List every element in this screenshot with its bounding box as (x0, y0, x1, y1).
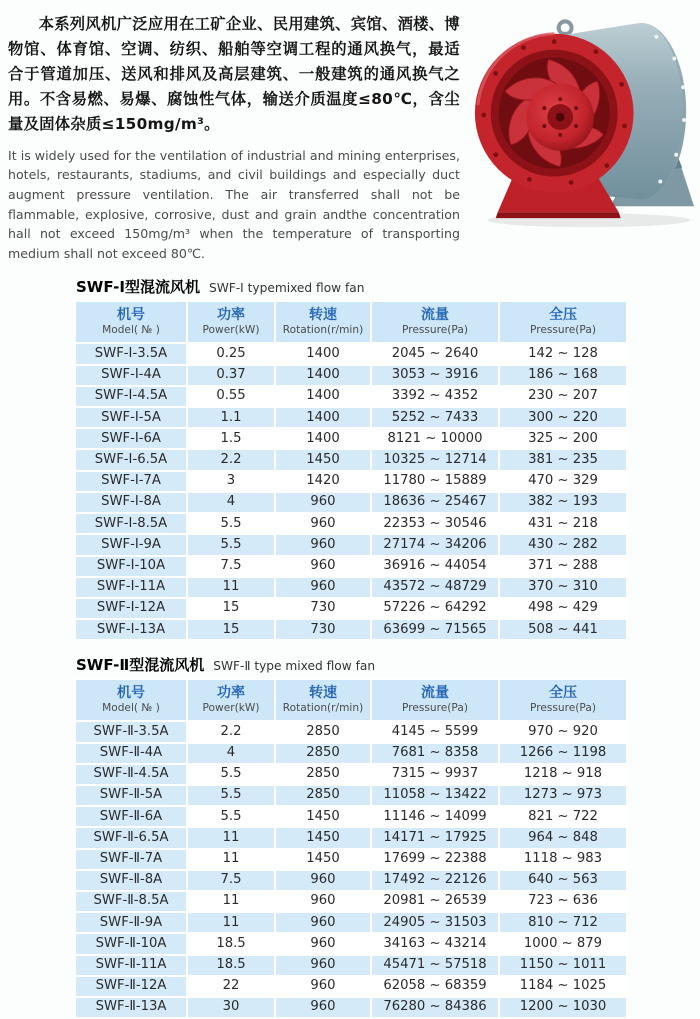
model-cell: SWF-Ⅱ-6.5A (75, 827, 187, 848)
value-cell: 470 ~ 329 (499, 471, 627, 492)
value-cell: 1.1 (187, 407, 275, 428)
model-cell: SWF-Ⅱ-9A (75, 912, 187, 933)
table2-title-english: SWF-Ⅱ type mixed flow fan (213, 659, 376, 674)
column-header-flow: 流量 Pressure(Pa) (371, 679, 499, 721)
value-cell: 11 (187, 827, 275, 848)
value-cell: 5.5 (187, 534, 275, 555)
column-header-model: 机号 Model( № ) (75, 301, 187, 343)
value-cell: 300 ~ 220 (499, 407, 627, 428)
model-cell: SWF-Ⅱ-8.5A (75, 891, 187, 912)
value-cell: 5.5 (187, 513, 275, 534)
value-cell: 27174 ~ 34206 (371, 534, 499, 555)
swf2-table-header (75, 679, 627, 721)
model-cell: SWF-Ⅰ-9A (75, 534, 187, 555)
table-row (75, 492, 627, 513)
value-cell: 34163 ~ 43214 (371, 933, 499, 954)
value-cell: 11146 ~ 14099 (371, 806, 499, 827)
table-row (75, 471, 627, 492)
table-row (75, 407, 627, 428)
value-cell: 186 ~ 168 (499, 365, 627, 386)
value-cell: 1450 (275, 827, 371, 848)
table-row (75, 785, 627, 806)
value-cell: 1000 ~ 879 (499, 933, 627, 954)
value-cell: 63699 ~ 71565 (371, 619, 499, 640)
value-cell: 2.2 (187, 449, 275, 470)
value-cell: 62058 ~ 68359 (371, 976, 499, 997)
value-cell: 11058 ~ 13422 (371, 785, 499, 806)
fan-product-image (462, 10, 700, 232)
table-row (75, 513, 627, 534)
value-cell: 7315 ~ 9937 (371, 764, 499, 785)
value-cell: 11 (187, 849, 275, 870)
table-row (75, 386, 627, 407)
table-row (75, 743, 627, 764)
column-header-rotation: 转速 Rotation(r/min) (275, 679, 371, 721)
table-row (75, 806, 627, 827)
table-row (75, 976, 627, 997)
model-cell: SWF-Ⅰ-8.5A (75, 513, 187, 534)
value-cell: 17699 ~ 22388 (371, 849, 499, 870)
swf2-table-body (75, 721, 627, 1018)
value-cell: 18.5 (187, 933, 275, 954)
value-cell: 810 ~ 712 (499, 912, 627, 933)
model-cell: SWF-Ⅰ-12A (75, 598, 187, 619)
table-row (75, 721, 627, 742)
value-cell: 2850 (275, 764, 371, 785)
value-cell: 1118 ~ 983 (499, 849, 627, 870)
value-cell: 2850 (275, 721, 371, 742)
value-cell: 57226 ~ 64292 (371, 598, 499, 619)
value-cell: 1400 (275, 428, 371, 449)
table-row (75, 556, 627, 577)
value-cell: 4 (187, 743, 275, 764)
value-cell: 1400 (275, 343, 371, 364)
value-cell: 960 (275, 577, 371, 598)
table-section-swf1 (74, 278, 626, 641)
value-cell: 11 (187, 912, 275, 933)
column-header-model: 机号 Model( № ) (75, 679, 187, 721)
value-cell: 1150 ~ 1011 (499, 955, 627, 976)
value-cell: 1.5 (187, 428, 275, 449)
table-row (75, 534, 627, 555)
table-row (75, 827, 627, 848)
fan-illustration (462, 10, 700, 232)
value-cell: 370 ~ 310 (499, 577, 627, 598)
table-row (75, 870, 627, 891)
value-cell: 1420 (275, 471, 371, 492)
swf2-spec-table (74, 678, 628, 1019)
value-cell: 5.5 (187, 785, 275, 806)
table-row (75, 577, 627, 598)
value-cell: 730 (275, 619, 371, 640)
value-cell: 45471 ~ 57518 (371, 955, 499, 976)
value-cell: 7.5 (187, 870, 275, 891)
model-cell: SWF-Ⅱ-4A (75, 743, 187, 764)
swf1-table-header (75, 301, 627, 343)
value-cell: 4 (187, 492, 275, 513)
value-cell: 7681 ~ 8358 (371, 743, 499, 764)
model-cell: SWF-Ⅰ-6.5A (75, 449, 187, 470)
value-cell: 17492 ~ 22126 (371, 870, 499, 891)
value-cell: 24905 ~ 31503 (371, 912, 499, 933)
value-cell: 10325 ~ 12714 (371, 449, 499, 470)
value-cell: 1400 (275, 365, 371, 386)
swf1-table-body (75, 343, 627, 640)
table-row (75, 428, 627, 449)
value-cell: 30 (187, 997, 275, 1018)
value-cell: 22 (187, 976, 275, 997)
model-cell: SWF-Ⅱ-5A (75, 785, 187, 806)
value-cell: 1200 ~ 1030 (499, 997, 627, 1018)
value-cell: 36916 ~ 44054 (371, 556, 499, 577)
value-cell: 730 (275, 598, 371, 619)
value-cell: 0.25 (187, 343, 275, 364)
value-cell: 20981 ~ 26539 (371, 891, 499, 912)
value-cell: 2850 (275, 743, 371, 764)
table-row (75, 955, 627, 976)
table-row (75, 343, 627, 364)
value-cell: 1273 ~ 973 (499, 785, 627, 806)
value-cell: 1400 (275, 386, 371, 407)
value-cell: 142 ~ 128 (499, 343, 627, 364)
model-cell: SWF-Ⅱ-6A (75, 806, 187, 827)
value-cell: 2850 (275, 785, 371, 806)
model-cell: SWF-Ⅰ-8A (75, 492, 187, 513)
value-cell: 964 ~ 848 (499, 827, 627, 848)
value-cell: 1450 (275, 849, 371, 870)
value-cell: 430 ~ 282 (499, 534, 627, 555)
intro-text-column (8, 10, 460, 263)
table2-title (76, 656, 626, 674)
table-row (75, 849, 627, 870)
table-row (75, 764, 627, 785)
value-cell: 7.5 (187, 556, 275, 577)
model-cell: SWF-Ⅰ-6A (75, 428, 187, 449)
model-cell: SWF-Ⅱ-4.5A (75, 764, 187, 785)
model-cell: SWF-Ⅱ-13A (75, 997, 187, 1018)
value-cell: 960 (275, 513, 371, 534)
value-cell: 3392 ~ 4352 (371, 386, 499, 407)
model-cell: SWF-Ⅱ-12A (75, 976, 187, 997)
value-cell: 8121 ~ 10000 (371, 428, 499, 449)
value-cell: 431 ~ 218 (499, 513, 627, 534)
value-cell: 76280 ~ 84386 (371, 997, 499, 1018)
table-row (75, 912, 627, 933)
value-cell: 723 ~ 636 (499, 891, 627, 912)
column-header-power: 功率 Power(kW) (187, 679, 275, 721)
column-header-power: 功率 Power(kW) (187, 301, 275, 343)
model-cell: SWF-Ⅰ-4.5A (75, 386, 187, 407)
model-cell: SWF-Ⅰ-3.5A (75, 343, 187, 364)
value-cell: 381 ~ 235 (499, 449, 627, 470)
value-cell: 1450 (275, 449, 371, 470)
value-cell: 18.5 (187, 955, 275, 976)
value-cell: 2045 ~ 2640 (371, 343, 499, 364)
value-cell: 3053 ~ 3916 (371, 365, 499, 386)
intro-paragraph-chinese: 本系列风机广泛应用在工矿企业、民用建筑、宾馆、酒楼、博物馆、体育馆、空调、纺织、船舶等空调工程的通风换气，最适合于管道加压、送风和排风及高层建筑、一般建筑的通风换气之用。不含易燃、易爆、腐蚀性气体，输送介质温度≤80℃，含尘量及固体杂质≤150mg/m³。 (8, 15, 460, 133)
model-cell: SWF-Ⅰ-5A (75, 407, 187, 428)
value-cell: 325 ~ 200 (499, 428, 627, 449)
value-cell: 1450 (275, 806, 371, 827)
value-cell: 2.2 (187, 721, 275, 742)
value-cell: 960 (275, 556, 371, 577)
swf1-spec-table (74, 300, 628, 641)
value-cell: 821 ~ 722 (499, 806, 627, 827)
model-cell: SWF-Ⅰ-4A (75, 365, 187, 386)
value-cell: 1266 ~ 1198 (499, 743, 627, 764)
value-cell: 0.37 (187, 365, 275, 386)
value-cell: 18636 ~ 25467 (371, 492, 499, 513)
model-cell: SWF-Ⅱ-8A (75, 870, 187, 891)
value-cell: 960 (275, 912, 371, 933)
table-row (75, 365, 627, 386)
table1-title (76, 278, 626, 296)
value-cell: 1218 ~ 918 (499, 764, 627, 785)
intro-section (8, 10, 692, 263)
value-cell: 960 (275, 955, 371, 976)
model-cell: SWF-Ⅰ-11A (75, 577, 187, 598)
value-cell: 508 ~ 441 (499, 619, 627, 640)
value-cell: 22353 ~ 30546 (371, 513, 499, 534)
value-cell: 970 ~ 920 (499, 721, 627, 742)
value-cell: 960 (275, 870, 371, 891)
table2-title-chinese: SWF-Ⅱ型混流风机 (76, 656, 205, 675)
intro-paragraph-english: It is widely used for the ventilation of industrial and mining enterprises, hotels, restaurants, stadiums, and civil buildings and especially duct augment pressure ventilation. The air transferred shall not be flammable, explosive, corrosive, dust and grain andthe concentration hall not exceed 150mg/m³ when the temperature of transporting medium shall not exceed 80℃. (8, 147, 460, 261)
model-cell: SWF-Ⅱ-10A (75, 933, 187, 954)
value-cell: 960 (275, 997, 371, 1018)
value-cell: 11 (187, 577, 275, 598)
table-row (75, 598, 627, 619)
model-cell: SWF-Ⅱ-11A (75, 955, 187, 976)
value-cell: 230 ~ 207 (499, 386, 627, 407)
table-row (75, 449, 627, 470)
value-cell: 960 (275, 534, 371, 555)
table1-title-english: SWF-Ⅰ typemixed flow fan (208, 281, 365, 296)
table1-title-chinese: SWF-Ⅰ型混流风机 (76, 278, 200, 297)
column-header-pressure: 全压 Pressure(Pa) (499, 301, 627, 343)
value-cell: 43572 ~ 48729 (371, 577, 499, 598)
value-cell: 960 (275, 976, 371, 997)
value-cell: 4145 ~ 5599 (371, 721, 499, 742)
table-row (75, 619, 627, 640)
value-cell: 371 ~ 288 (499, 556, 627, 577)
value-cell: 5.5 (187, 806, 275, 827)
column-header-rotation: 转速 Rotation(r/min) (275, 301, 371, 343)
value-cell: 3 (187, 471, 275, 492)
model-cell: SWF-Ⅰ-10A (75, 556, 187, 577)
value-cell: 498 ~ 429 (499, 598, 627, 619)
value-cell: 382 ~ 193 (499, 492, 627, 513)
value-cell: 15 (187, 619, 275, 640)
value-cell: 1184 ~ 1025 (499, 976, 627, 997)
table-row (75, 891, 627, 912)
value-cell: 960 (275, 492, 371, 513)
model-cell: SWF-Ⅰ-7A (75, 471, 187, 492)
model-cell: SWF-Ⅰ-13A (75, 619, 187, 640)
value-cell: 960 (275, 891, 371, 912)
table-row (75, 997, 627, 1018)
column-header-flow: 流量 Pressure(Pa) (371, 301, 499, 343)
value-cell: 640 ~ 563 (499, 870, 627, 891)
table-row (75, 933, 627, 954)
value-cell: 0.55 (187, 386, 275, 407)
value-cell: 960 (275, 933, 371, 954)
value-cell: 11 (187, 891, 275, 912)
model-cell: SWF-Ⅱ-7A (75, 849, 187, 870)
value-cell: 14171 ~ 17925 (371, 827, 499, 848)
value-cell: 15 (187, 598, 275, 619)
model-cell: SWF-Ⅱ-3.5A (75, 721, 187, 742)
value-cell: 5252 ~ 7433 (371, 407, 499, 428)
value-cell: 5.5 (187, 764, 275, 785)
value-cell: 11780 ~ 15889 (371, 471, 499, 492)
table-section-swf2 (74, 656, 626, 1019)
value-cell: 1400 (275, 407, 371, 428)
column-header-pressure: 全压 Pressure(Pa) (499, 679, 627, 721)
